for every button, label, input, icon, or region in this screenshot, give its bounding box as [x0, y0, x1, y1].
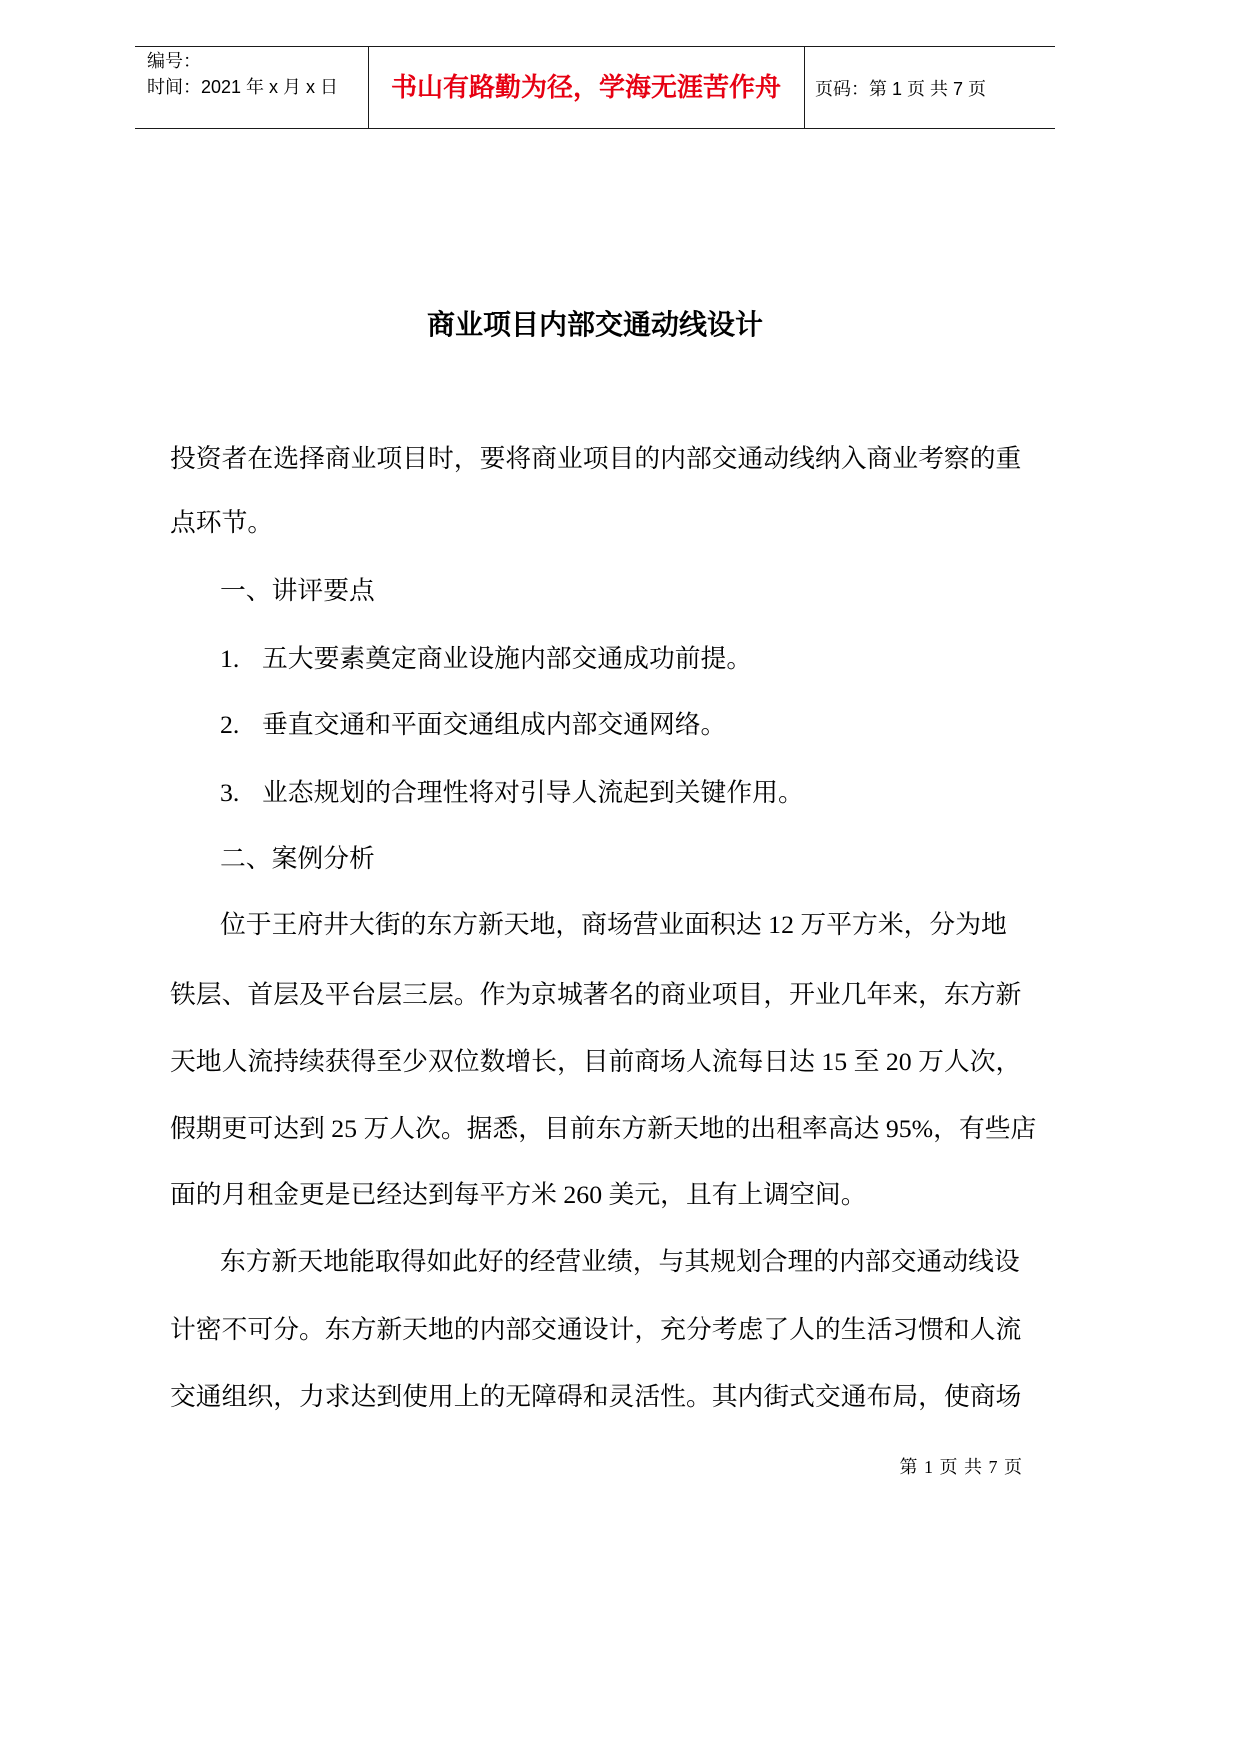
paragraph-line: 计密不可分。东方新天地的内部交通设计，充分考虑了人的生活习惯和人流: [170, 1315, 1022, 1344]
list-item-text: 五大要素奠定商业设施内部交通成功前提。: [262, 644, 753, 673]
section-heading: 二、案例分析: [220, 844, 375, 873]
page-header-table: [135, 46, 1055, 129]
list-item-text: 垂直交通和平面交通组成内部交通网络。: [262, 710, 727, 739]
header-divider-right: [804, 47, 805, 128]
list-item-number: 1.: [220, 644, 240, 673]
header-page-info: 页码：第 1 页 共 7 页: [815, 79, 987, 99]
serial-number-label: 编号：: [147, 51, 201, 71]
time-label: 时间：2021 年 x 月 x 日: [147, 77, 339, 97]
list-item-number: 3.: [220, 778, 240, 807]
paragraph-line: 位于王府井大街的东方新天地，商场营业面积达 12 万平方米，分为地: [220, 910, 1007, 939]
paragraph-line: 面的月租金更是已经达到每平方米 260 美元，且有上调空间。: [170, 1180, 867, 1209]
list-item-text: 业态规划的合理性将对引导人流起到关键作用。: [262, 778, 804, 807]
paragraph-line: 铁层、首层及平台层三层。作为京城著名的商业项目，开业几年来，东方新: [170, 980, 1022, 1009]
paragraph-line: 假期更可达到 25 万人次。据悉，目前东方新天地的出租率高达 95%，有些店: [170, 1114, 1037, 1143]
list-item-number: 2.: [220, 710, 240, 739]
intro-line: 投资者在选择商业项目时，要将商业项目的内部交通动线纳入商业考察的重: [170, 444, 1022, 473]
paragraph-line: 天地人流持续获得至少双位数增长，目前商场人流每日达 15 至 20 万人次，: [170, 1047, 1022, 1076]
section-heading: 一、讲评要点: [220, 576, 375, 605]
document-title: 商业项目内部交通动线设计: [427, 308, 764, 341]
paragraph-line: 交通组织，力求达到使用上的无障碍和灵活性。其内街式交通布局，使商场: [170, 1382, 1022, 1411]
paragraph-line: 东方新天地能取得如此好的经营业绩，与其规划合理的内部交通动线设: [220, 1247, 1020, 1276]
header-motto: 书山有路勤为径，学海无涯苦作舟: [390, 73, 781, 103]
intro-line: 点环节。: [170, 508, 274, 537]
footer-page-number: 第 1 页 共 7 页: [899, 1457, 1022, 1477]
